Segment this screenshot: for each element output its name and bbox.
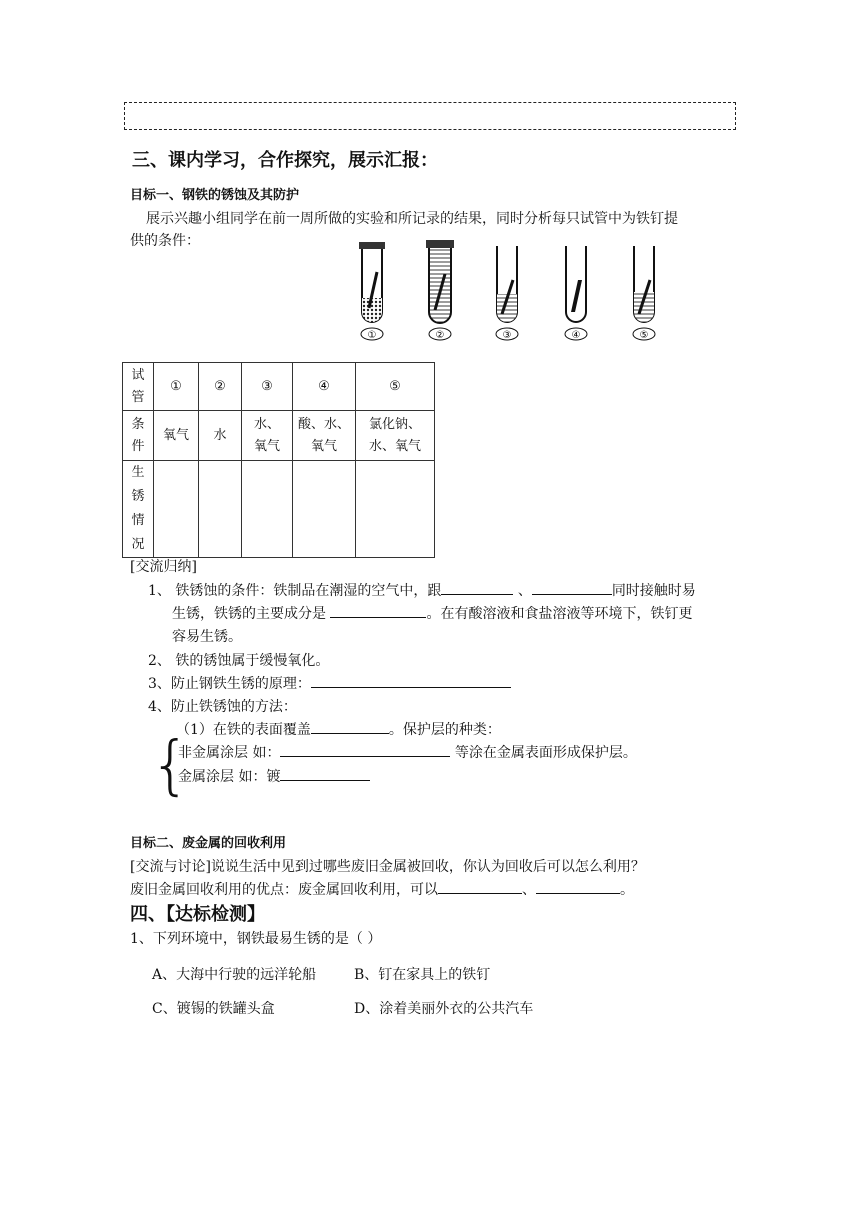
- table-cell: [199, 461, 242, 558]
- table-cell: ②: [199, 363, 242, 411]
- goal1-intro-line2: 供的条件：: [130, 233, 200, 249]
- table-row: [123, 411, 435, 461]
- tube-label-5: ⑤: [639, 330, 649, 341]
- test-tube-2: [426, 240, 454, 323]
- goal2-title: 目标二、废金属的回收利用: [130, 836, 287, 851]
- item4: 4、防止铁锈蚀的方法：: [148, 699, 297, 715]
- table-cell: [293, 461, 356, 558]
- item3: 3、防止钢铁生锈的原理：: [148, 673, 511, 693]
- table-cell: ③: [242, 363, 293, 411]
- test-tube-3: [497, 246, 517, 322]
- goal2-discuss: [交流与讨论]说说生活中见到过哪些废旧金属被回收，你认为回收后可以怎么利用？: [130, 859, 645, 875]
- answer-blank[interactable]: [280, 742, 450, 757]
- option-b[interactable]: B、钉在家具上的铁钉: [354, 967, 491, 983]
- question-1: 1、下列环境中，钢铁最易生锈的是（ ）: [130, 931, 382, 947]
- table-cell: 生锈情况: [123, 461, 154, 558]
- tube-label-4: ④: [571, 330, 581, 341]
- table-row: [123, 461, 435, 558]
- answer-blank[interactable]: [311, 719, 389, 734]
- table-cell: [356, 461, 435, 558]
- metal-coating: 金属涂层 如：镀: [178, 766, 370, 786]
- exchange-title: [交流归纳]: [130, 559, 197, 575]
- answer-blank[interactable]: [311, 673, 511, 688]
- test-tube-5: [634, 246, 654, 322]
- test-tube-1: [359, 242, 385, 322]
- table-cell: 试管: [123, 363, 154, 411]
- method1: （1）在铁的表面覆盖 。保护层的种类：: [176, 719, 501, 739]
- test-tubes-figure: [350, 236, 670, 344]
- section-title: 三、课内学习，合作探究，展示汇报：: [132, 150, 438, 171]
- option-a[interactable]: A、大海中行驶的远洋轮船: [152, 967, 317, 983]
- item1-line1: 1、 铁锈蚀的条件：铁制品在潮湿的空气中，跟 、 同时接触时易: [148, 580, 696, 600]
- table-cell: 酸、水、氧气: [293, 411, 356, 461]
- table-row: [123, 363, 435, 411]
- answer-blank[interactable]: [330, 603, 426, 618]
- table-cell: ⑤: [356, 363, 435, 411]
- answer-blank[interactable]: [532, 580, 612, 595]
- goal1-title: 目标一、钢铁的锈蚀及其防护: [130, 188, 300, 203]
- goal1-intro-line1: 展示兴趣小组同学在前一周所做的实验和所记录的结果，同时分析每只试管中为铁钉提: [146, 211, 678, 227]
- tube-label-3: ③: [502, 330, 512, 341]
- table-cell: ①: [154, 363, 199, 411]
- answer-blank[interactable]: [536, 879, 620, 894]
- tube-label-2: ②: [435, 330, 445, 341]
- option-d[interactable]: D、涂着美丽外衣的公共汽车: [354, 1001, 534, 1017]
- table-cell: 氯化钠、水、氧气: [356, 411, 435, 461]
- conditions-table: [122, 362, 435, 558]
- table-cell: [154, 461, 199, 558]
- section4-title: 四、【达标检测】: [130, 904, 265, 925]
- table-cell: 水、氧气: [242, 411, 293, 461]
- tube-label-1: ①: [367, 330, 377, 341]
- table-cell: 水: [199, 411, 242, 461]
- dashed-answer-box: [124, 102, 736, 130]
- answer-blank[interactable]: [280, 766, 370, 781]
- item1-line2: 生锈，铁锈的主要成分是 。在有酸溶液和食盐溶液等环境下，铁钉更: [172, 603, 692, 623]
- item2: 2、 铁的锈蚀属于缓慢氧化。: [148, 653, 330, 669]
- table-cell: 条件: [123, 411, 154, 461]
- answer-blank[interactable]: [438, 879, 522, 894]
- brace-symbol: {: [150, 729, 191, 803]
- table-cell: [242, 461, 293, 558]
- test-tube-4: [566, 246, 586, 322]
- answer-blank[interactable]: [441, 580, 513, 595]
- nonmetal-coating: 非金属涂层 如： 等涂在金属表面形成保护层。: [178, 742, 637, 762]
- item1-line3: 容易生锈。: [172, 629, 242, 645]
- table-cell: ④: [293, 363, 356, 411]
- goal2-advantage: 废旧金属回收利用的优点：废金属回收利用，可以 、 。: [130, 879, 634, 899]
- option-c[interactable]: C、镀锡的铁罐头盒: [152, 1001, 275, 1017]
- table-cell: 氧气: [154, 411, 199, 461]
